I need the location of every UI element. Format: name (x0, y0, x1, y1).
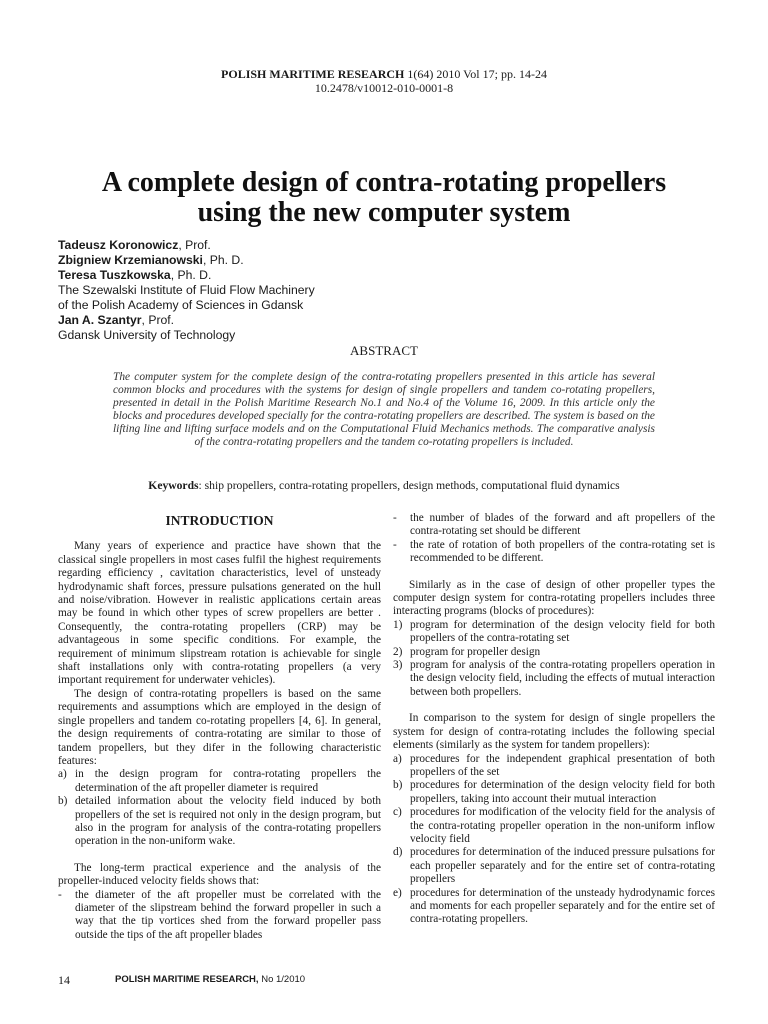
author (58, 238, 478, 253)
author (58, 268, 478, 283)
findings-list-continued (393, 512, 715, 566)
list-marker: a) (58, 768, 67, 781)
list-item (393, 753, 715, 780)
affiliation: Gdansk University of Technology (58, 328, 236, 342)
list-marker: - (393, 512, 397, 524)
page-number: 14 (58, 973, 70, 987)
paragraph: The design of contra-rotating propellers is based on the same requirements and assumptions which are employed in the design of single propellers and tandem co-rotating propellers [4, 6]. In general, the design requirements of contra-rotating are similar to those of tandem propellers, but they difer in the following characteristic features: (58, 687, 381, 767)
special-elements-list (393, 753, 715, 927)
list-item-text: program for determination of the design velocity field for both propellers of the contra-rotating set (410, 618, 715, 645)
doi: 10.2478/v10012-010-0001-8 (314, 81, 454, 95)
title-line-2: using the new computer system (197, 197, 571, 228)
list-item-text: procedures for determination of the unsteady hydrodynamic forces and moments for each propeller separately and for the entire set of contra-rotating propellers. (410, 886, 715, 926)
paragraph: The long-term practical experience and the analysis of the propeller-induced velocity fields shows that: (58, 861, 381, 888)
list-item (58, 795, 381, 849)
author-degree: , Ph. D. (170, 268, 212, 282)
list-item (393, 806, 715, 846)
footer-journal (115, 974, 305, 985)
paragraph: Many years of experience and practice have shown that the classical single propellers in most cases fulfil the highest requirements regarding efficiency , cavitation characteristics, level of unsteady hydrodynamic shaft forces, pressure pulsations generated on the hull and noise/vibration. However in realistic applications certain areas may be found in which other types of screw propellers are better . Consequently, the contra-rotating propellers (CRP) may be advantageous in some specific conditions. For example, the requirement of minimum slipstream rotation is achievable for single shaft installations only with contra-rotating propellers (a very important requirement for underwater vehicles). (58, 540, 381, 687)
list-item-text: detailed information about the velocity field induced by both propellers of the set is required not only in the design program, but also in the program for analysis of the contra-rotating propellers operation in the non-uniform wake. (75, 795, 381, 848)
section-heading: INTRODUCTION (165, 513, 274, 528)
abstract-heading: ABSTRACT (350, 343, 418, 358)
journal-name: POLISH MARITIME RESEARCH (221, 67, 405, 81)
list-item (393, 846, 715, 886)
list-marker: c) (393, 806, 402, 819)
author-degree: , Ph. D. (202, 253, 244, 267)
program-list (393, 619, 715, 699)
footer-journal-name: POLISH MARITIME RESEARCH, (115, 974, 259, 985)
list-marker: 2) (393, 645, 403, 658)
affiliation: of the Polish Academy of Sciences in Gdansk (58, 298, 304, 312)
list-item-text: in the design program for contra-rotating propellers the determination of the aft propeller diameter is required (75, 768, 381, 794)
footer-issue: No 1/2010 (258, 974, 306, 985)
list-item (58, 889, 381, 943)
list-item (58, 768, 381, 795)
right-column (393, 512, 715, 927)
journal-header (0, 67, 768, 81)
list-item-text: procedures for determination of the induced pressure pulsations for each propeller separately and for the entire set of contra-rotating propellers (410, 846, 715, 886)
author-block (58, 238, 478, 343)
author-name: Zbigniew Krzemianowski (58, 253, 203, 267)
list-marker: 1) (393, 618, 403, 631)
list-item-text: program for propeller design (410, 645, 541, 658)
list-marker: d) (393, 846, 403, 859)
list-marker: - (58, 888, 62, 901)
keywords-text: : ship propellers, contra-rotating propellers, design methods, computational fluid dynamics (198, 479, 620, 492)
list-item-text: the diameter of the aft propeller must be correlated with the diameter of the slipstream behind the forward propeller in such a way that the tip vortices shed from the forward propeller pass outside the tips of the aft propeller blades (75, 888, 381, 941)
list-item (393, 887, 715, 927)
list-item-text: the number of blades of the forward and aft propellers of the contra-rotating set should be different (410, 512, 715, 538)
list-item (393, 779, 715, 806)
findings-list (58, 889, 381, 943)
list-item-text: procedures for modification of the velocity field for the analysis of the contra-rotating propeller operation in the non-uniform inflow velocity field (410, 806, 715, 845)
affiliation: The Szewalski Institute of Fluid Flow Machinery (58, 283, 315, 297)
author-name: Jan A. Szantyr (58, 313, 142, 327)
keywords-label: Keywords (148, 479, 199, 492)
left-column (58, 512, 381, 942)
paragraph: In comparison to the system for design of single propellers the system for design of contra-rotating includes the following special elements (similarly as the system for tandem propellers): (393, 712, 715, 752)
list-item-text: the rate of rotation of both propellers of the contra-rotating set is recommended to be different. (410, 538, 715, 565)
author (58, 253, 478, 268)
paragraph: Similarly as in the case of design of other propeller types the computer design system for contra-rotating propellers includes three interacting programs (blocks of procedures): (393, 578, 715, 618)
feature-list (58, 768, 381, 848)
list-marker: - (393, 538, 397, 551)
list-item-text: procedures for the independent graphical presentation of both propellers of the set (410, 752, 715, 778)
list-item (393, 659, 715, 699)
list-marker: b) (58, 795, 68, 808)
list-item (393, 619, 715, 646)
list-item (393, 646, 715, 659)
author-degree: , Prof. (178, 238, 211, 252)
list-marker: e) (393, 886, 402, 899)
list-item-text: program for analysis of the contra-rotating propellers operation in the design velocity field, including the effects of mutual interaction between both propellers. (410, 659, 715, 698)
abstract-text: The computer system for the complete design of the contra-rotating propellers presented in this article has several common blocks and procedures with the systems for design of single propellers and tandem co-rotating propellers, presented in detail in the Polish Maritime Research No.1 and No.4 of the Volume 16, 2009. In this article only the blocks and procedures developed specially for the contra-rotating propellers are described. The system is based on the lifting line and lifting surface models and on the Computational Fluid Mechanics methods. The comparative analysis of the contra-rotating propellers and the tandem co-rotating propellers is included. (113, 371, 655, 448)
author-name: Tadeusz Koronowicz (58, 238, 179, 252)
article-title (0, 168, 768, 228)
author-name: Teresa Tuszkowska (58, 268, 171, 282)
list-marker: a) (393, 752, 402, 765)
list-item-text: procedures for determination of the design velocity field for both propellers, taking into account their mutual interaction (410, 779, 715, 805)
author-degree: , Prof. (141, 313, 175, 327)
list-marker: 3) (393, 659, 403, 672)
list-item (393, 512, 715, 539)
author (58, 313, 478, 328)
title-line-1: A complete design of contra-rotating propellers (101, 167, 667, 198)
keywords (0, 479, 768, 492)
journal-issue: 1(64) 2010 Vol 17; pp. 14-24 (404, 67, 547, 81)
list-marker: b) (393, 779, 403, 792)
list-item (393, 539, 715, 566)
